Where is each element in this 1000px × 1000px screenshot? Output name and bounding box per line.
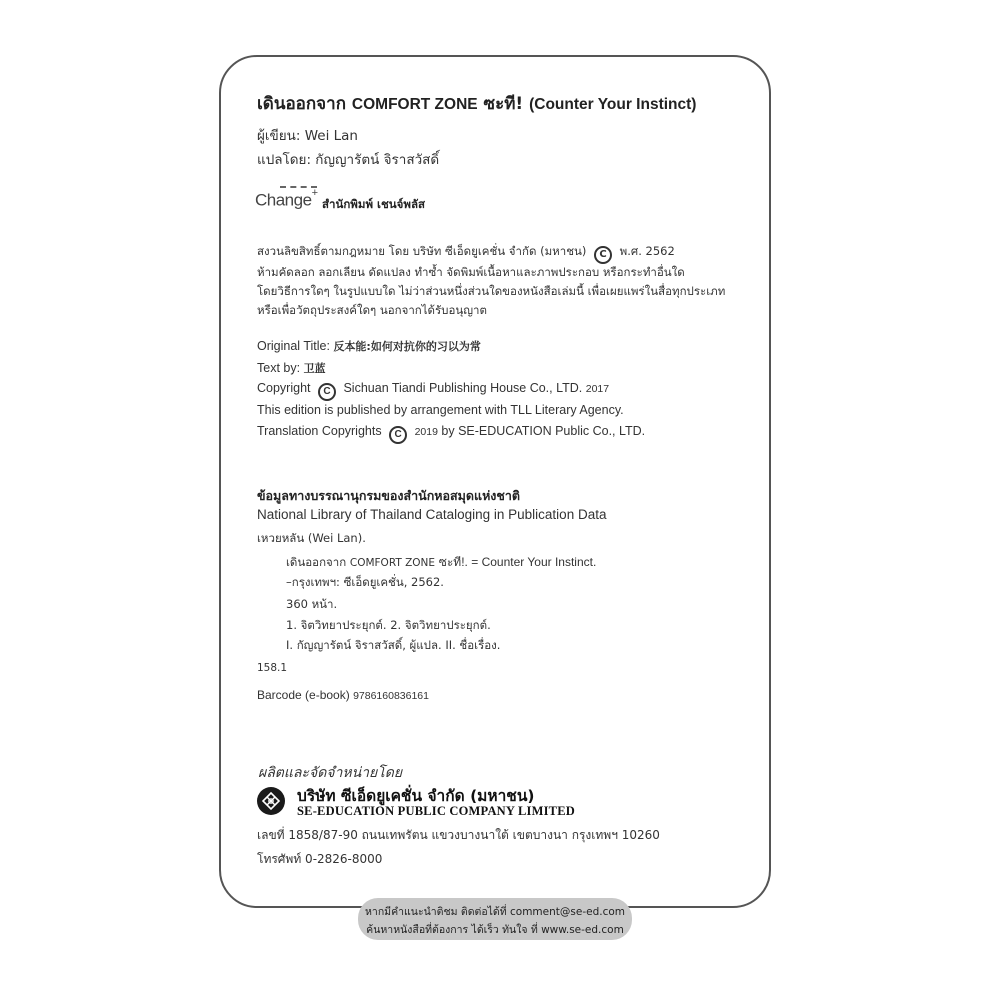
company-name-en: SE-EDUCATION PUBLIC COMPANY LIMITED (297, 804, 575, 818)
company-address: เลขที่ 1858/87-90 ถนนเทพรัตน แขวงบางนาใต้ เขตบางนา กรุงเทพฯ 10260 (257, 828, 660, 842)
book-subtitle: (Counter Your Instinct) (529, 96, 697, 113)
footer-contact-pill (358, 898, 632, 940)
cip-heading: ข้อมูลทางบรรณานุกรมของสำนักหอสมุดแห่งชาติ (257, 488, 521, 503)
se-logo-mark-icon (261, 791, 281, 811)
author-line: ผู้เขียน: Wei Lan (257, 128, 358, 144)
copyright-symbol-icon: C (318, 383, 336, 401)
cip-author: เหวยหลัน (Wei Lan). (257, 531, 366, 545)
barcode-value: 9786160836161 (353, 690, 429, 702)
footer-comment-line: หากมีคำแนะนำติชม ติดต่อได้ที่ comment@se-ed.com (365, 906, 625, 918)
rights-year: พ.ศ. 2562 (619, 244, 675, 258)
translation-year: 2019 (414, 426, 438, 438)
text-by-value: 卫蓝 (303, 362, 326, 375)
cip-en-heading: National Library of Thailand Cataloging in Publication Data (257, 507, 607, 522)
edition-note: This edition is published by arrangement with TLL Literary Agency. (257, 403, 624, 417)
producer-heading: ผลิตและจัดจำหน่ายโดย (258, 765, 403, 781)
cip-title-rest: ซะที!. = Counter Your Instinct. (438, 555, 597, 569)
translation-holder: by SE-EDUCATION Public Co., LTD. (441, 424, 646, 438)
translator-line: แปลโดย: กัญญารัตน์ จิราสวัสดิ์ (257, 152, 440, 168)
original-copyright (257, 381, 609, 401)
book-title (257, 90, 696, 117)
barcode-line (257, 688, 429, 702)
rights-line-2: ห้ามคัดลอก ลอกเลียน ดัดแปลง ทำซ้ำ จัดพิมพ์เนื้อหาและภาพประกอบ หรือกระทำอื่นใด (257, 265, 685, 279)
copyright-symbol-icon: C (594, 246, 612, 264)
book-title-thai: เดินออกจาก (257, 94, 346, 114)
cip-title-line (286, 553, 596, 572)
cip-subjects: 1. จิตวิทยาประยุกต์. 2. จิตวิทยาประยุกต์. (286, 618, 491, 632)
change-plus-logo (255, 187, 318, 211)
logo-plus: + (311, 187, 318, 199)
cip-title-thai: เดินออกจาก (286, 555, 347, 569)
original-title (257, 338, 481, 354)
copyright-holder: Sichuan Tiandi Publishing House Co., LTD. (343, 381, 583, 395)
cip-imprint: –กรุงเทพฯ: ซีเอ็ดยูเคชั่น, 2562. (286, 575, 444, 589)
company-phone: โทรศัพท์ 0-2826-8000 (257, 852, 383, 866)
book-title-en: COMFORT ZONE (351, 96, 478, 113)
copyright-label: Copyright (257, 381, 311, 395)
rights-line-3: โดยวิธีการใดๆ ในรูปแบบใด ไม่ว่าส่วนหนึ่งส่วนใดของหนังสือเล่มนี้ เพื่อเผยแพร่ในสื่อทุกประเภท (257, 284, 726, 298)
text-by (257, 360, 326, 376)
se-education-logo-icon (257, 787, 285, 815)
cip-class-number: 158.1 (257, 662, 288, 674)
translation-copyright (257, 424, 645, 444)
cip-added-entries: I. กัญญารัตน์ จิราสวัสดิ์, ผู้แปล. II. ชื่อเรื่อง. (286, 638, 501, 652)
barcode-label: Barcode (e-book) (257, 688, 350, 702)
cip-title-en: COMFORT ZONE (349, 557, 436, 569)
original-title-label: Original Title: (257, 339, 330, 353)
rights-line-4: หรือเพื่อวัตถุประสงค์ใดๆ นอกจากได้รับอนุญาต (257, 303, 487, 317)
company-name-thai: บริษัท ซีเอ็ดยูเคชั่น จำกัด (มหาชน) (297, 787, 535, 805)
imprint-name: สำนักพิมพ์ เชนจ์พลัส (322, 197, 426, 211)
copyright-symbol-icon: C (389, 426, 407, 444)
copyright-year: 2017 (585, 383, 610, 395)
footer-website-line: ค้นหาหนังสือที่ต้องการ ได้เร็ว ทันใจ ที่ www.se-ed.com (366, 924, 624, 936)
translation-label: Translation Copyrights (257, 424, 382, 438)
rights-line-1 (257, 243, 675, 264)
cip-pages: 360 หน้า. (286, 597, 338, 611)
rights-text-1: สงวนลิขสิทธิ์ตามกฎหมาย โดย บริษัท ซีเอ็ดยูเคชั่น จำกัด (มหาชน) (257, 244, 587, 258)
text-by-label: Text by: (257, 361, 301, 375)
book-title-thai-suffix: ซะที! (483, 94, 524, 114)
original-title-value: 反本能:如何对抗你的习以为常 (333, 340, 481, 353)
logo-text: Change (255, 190, 312, 210)
